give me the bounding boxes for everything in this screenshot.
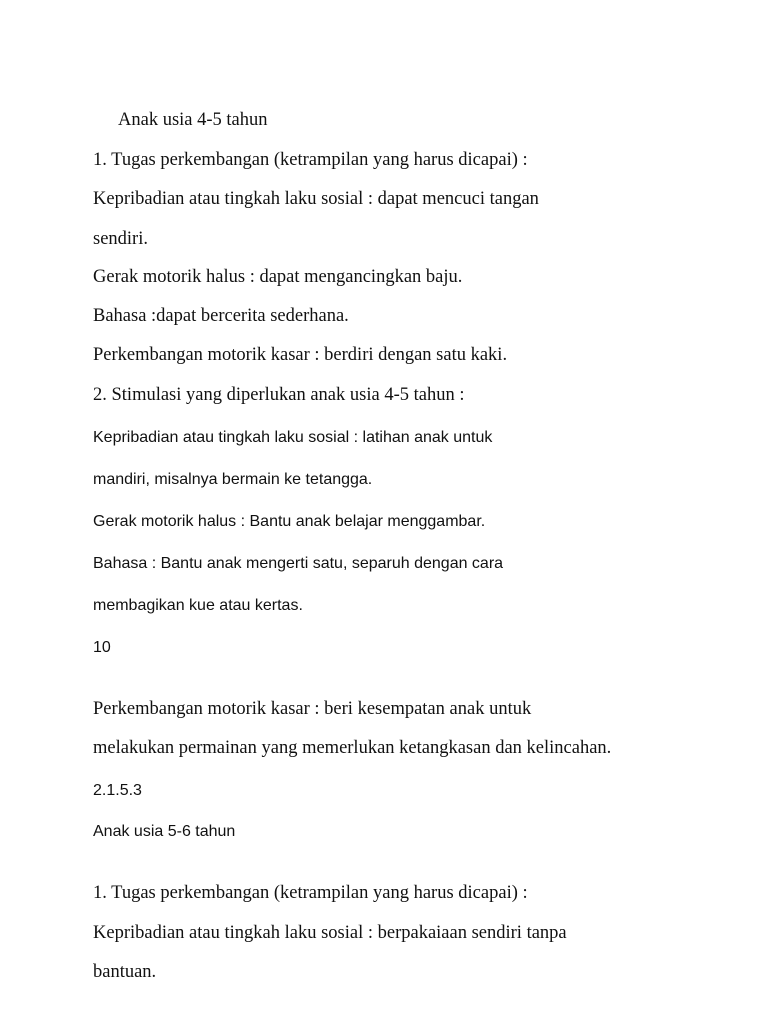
text-line: Bahasa :dapat bercerita sederhana. — [93, 306, 349, 326]
text-line: bantuan. — [93, 962, 157, 982]
text-line: 2. Stimulasi yang diperlukan anak usia 4-5 tahun : — [93, 385, 465, 405]
text-line: 1. Tugas perkembangan (ketrampilan yang harus dicapai) : — [93, 150, 528, 170]
text-line: Kepribadian atau tingkah laku sosial : latihan anak untuk — [93, 429, 493, 446]
text-line: Gerak motorik halus : dapat mengancingkan baju. — [93, 267, 463, 287]
text-line: Gerak motorik halus : Bantu anak belajar menggambar. — [93, 513, 486, 530]
text-line: 1. Tugas perkembangan (ketrampilan yang harus dicapai) : — [93, 883, 528, 903]
heading-age-4-5: Anak usia 4-5 tahun — [118, 110, 268, 130]
text-line: Bahasa : Bantu anak mengerti satu, separuh dengan cara — [93, 555, 504, 572]
section-number: 2.1.5.3 — [93, 782, 142, 799]
text-line: Perkembangan motorik kasar : berdiri dengan satu kaki. — [93, 345, 508, 365]
page-number: 10 — [93, 639, 111, 656]
text-line: sendiri. — [93, 229, 148, 249]
text-line: Kepribadian atau tingkah laku sosial : dapat mencuci tangan — [93, 189, 539, 209]
text-line: Kepribadian atau tingkah laku sosial : berpakaiaan sendiri tanpa — [93, 923, 567, 943]
text-line: mandiri, misalnya bermain ke tetangga. — [93, 471, 373, 488]
heading-age-5-6: Anak usia 5-6 tahun — [93, 823, 236, 840]
text-line: melakukan permainan yang memerlukan ketangkasan dan kelincahan. — [93, 738, 612, 758]
text-line: membagikan kue atau kertas. — [93, 597, 303, 614]
text-line: Perkembangan motorik kasar : beri kesempatan anak untuk — [93, 699, 532, 719]
